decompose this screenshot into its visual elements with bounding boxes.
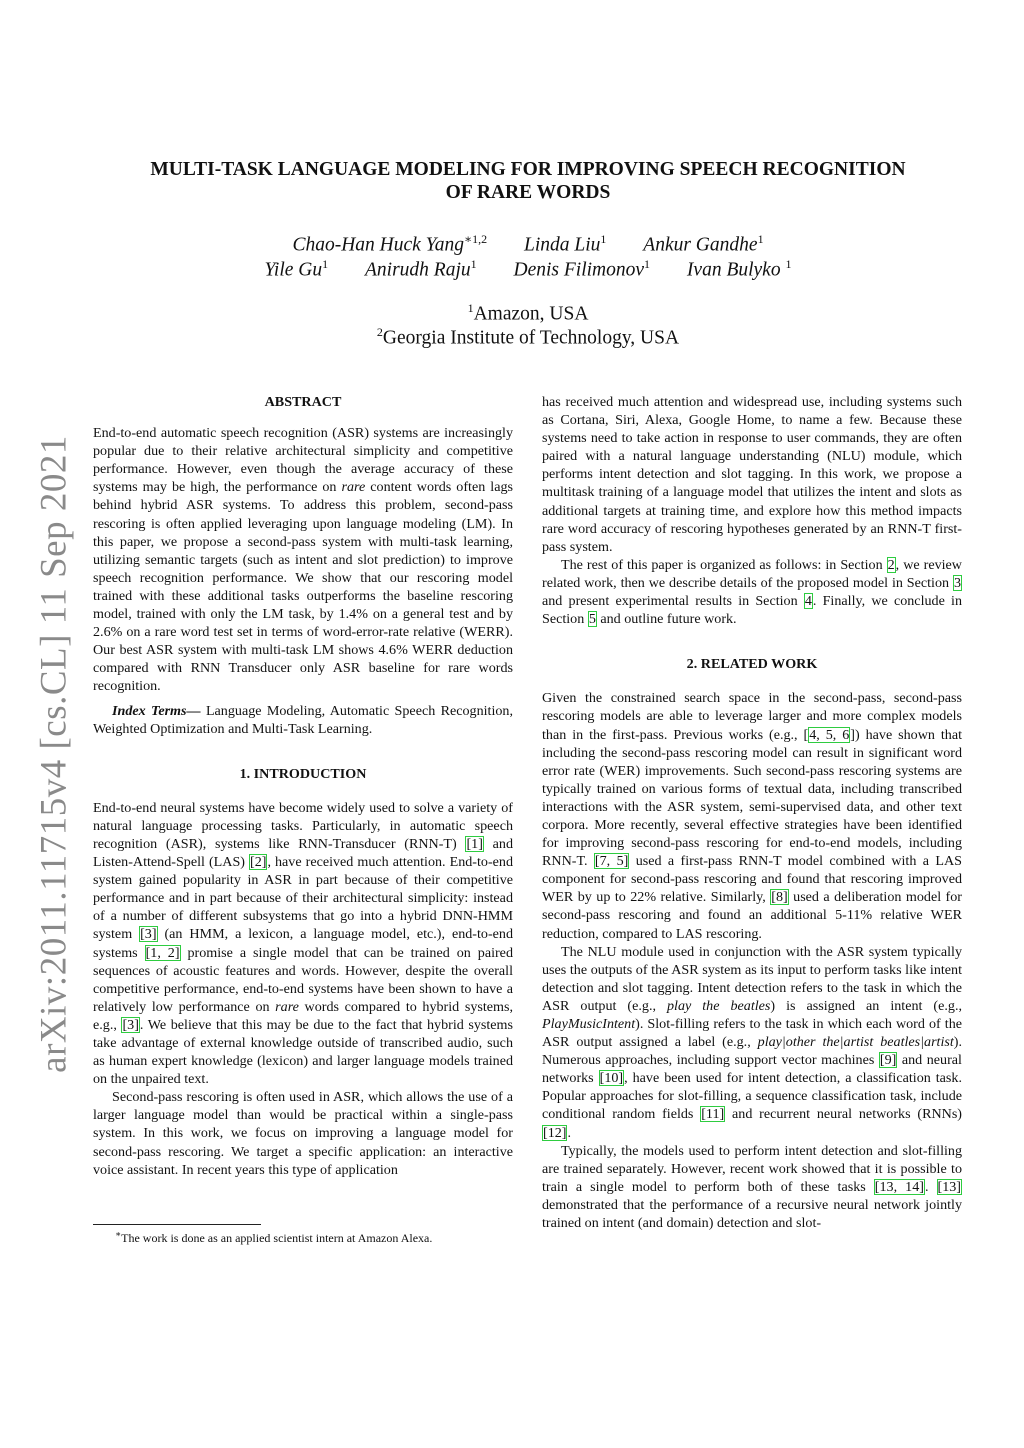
- citation-link[interactable]: [9]: [879, 1052, 897, 1069]
- citation-link[interactable]: 4, 5, 6: [809, 726, 850, 743]
- citation-link[interactable]: [13, 14]: [874, 1178, 924, 1195]
- section-link[interactable]: 2: [887, 556, 895, 573]
- section-link[interactable]: 3: [953, 574, 961, 591]
- citation-link[interactable]: [11]: [701, 1106, 725, 1123]
- author-row-1: [100, 232, 956, 257]
- intro-paragraph-1: End-to-end neural systems have become widely used to solve a variety of natural language processing tasks. Particularly, in automatic speech recognition (ASR), systems like RNN-Transducer (RNN-T) [1] and Listen-Attend-Spell (LAS) [2], have received much attention. End-to-end system gained popularity in ASR in part because of their competitive performance and in part because of their architectural simplicity: instead of a number of different subsystems that go into a hybrid DNN-HMM system [3] (an HMM, a lexicon, a language model, etc.), end-to-end systems [1, 2] promise a single model that can be trained on paired sequences of acoustic features and words. However, despite the overall competitive performance, end-to-end systems have been shown to have a relatively low performance on rare words compared to hybrid systems, e.g., [3]. We believe that this may be due to the fact that hybrid systems take advantage of external knowledge outside of transcribed audio, such as human expert knowledge (lexicon) and larger language models trained on the unpaired text.: [93, 799, 513, 1088]
- intro-paragraph-4: The rest of this paper is organized as follows: in Section 2, we review related work, then we describe details of the proposed model in Section 3 and present experimental results in Section 4. Finally, we conclude in Section 5 and outline future work.: [542, 556, 962, 628]
- citation-link[interactable]: [8]: [771, 889, 788, 906]
- citation-link[interactable]: [3]: [122, 1016, 139, 1033]
- citation-link[interactable]: [10]: [599, 1070, 624, 1087]
- author-row-2: [100, 257, 956, 282]
- paper-title: [100, 158, 956, 204]
- author: Anirudh Raju$^1$: [365, 257, 477, 281]
- citation-link[interactable]: [12]: [543, 1124, 567, 1141]
- affiliation-2: $^2$Georgia Institute of Technology, USA: [376, 325, 680, 349]
- intro-paragraph-3: has received much attention and widespread use, including systems such as Cortana, Siri, Alexa, Google Home, to name a few. Because these systems need to take action in response to user commands, they are often paired with a natural language understanding (NLU) module, which performs intent detection and slot tagging. In this work, we propose a multitask training of a language model that utilizes the intent and slots as additional targets at training time, and explore how this method impacts rare word accuracy of rescoring hypotheses generated by an RNN-T first-pass system.: [542, 394, 962, 555]
- related-paragraph-2: The NLU module used in conjunction with the ASR system typically uses the outputs of the ASR system as its input to perform tasks like intent detection and slot tagging. Intent detection refers to the task in which the ASR output (e.g., play the beatles) is assigned an intent (e.g., PlayMusicIntent). Slot-filling refers to the task in which each word of the ASR output assigned a label (e.g., play|other the|artist beatles|artist). Numerous approaches, including support vector machines [9] and neural networks [10], have been used for intent detection, a classification task. Popular approaches for slot-filling, a sequence classification task, include conditional random fields [11] and recurrent neural networks (RNNs) [12].: [542, 943, 962, 1141]
- citation-link[interactable]: [1, 2]: [145, 944, 180, 961]
- citation-link[interactable]: [1]: [466, 835, 483, 852]
- title-line-2: OF RARE WORDS: [445, 182, 611, 203]
- footnote-rule: [93, 1224, 261, 1225]
- citation-link[interactable]: [2]: [250, 854, 267, 871]
- citation-link[interactable]: [7, 5]: [594, 853, 629, 870]
- left-column: [93, 393, 513, 1179]
- affiliation-1: $^1$Amazon, USA: [467, 301, 589, 325]
- right-column: [542, 393, 962, 1232]
- citation-link[interactable]: [3]: [140, 926, 157, 943]
- introduction-heading: 1. INTRODUCTION: [239, 765, 367, 782]
- author: Ankur Gandhe$^1$: [643, 232, 764, 256]
- related-paragraph-1: Given the constrained search space in the second-pass, second-pass rescoring models are able to leverage larger and more complex models than in the first-pass. Previous works (e.g., [4, 5, 6]) have shown that including the second-pass rescoring model can result in significant word error rate (WER) improvements. Such second-pass rescoring systems are typically trained on various forms of textual data, including transcribed interactions with the ASR system, semi-supervised data, and other text corpora. More recently, several effective strategies have been identified for improving second-pass rescoring for end-to-end models, including RNN-T. [7, 5] used a first-pass RNN-T model combined with a LAS component for second-pass rescoring and found that rescoring improved WER by up to 22% relative. Similarly, [8] used a deliberation model for second-pass rescoring and found an additional 5-11% relative WER reduction, compared to LAS rescoring.: [542, 690, 963, 942]
- arxiv-identifier-text: arXiv:2011.11715v4 [cs.CL] 11 Sep 2021: [33, 435, 75, 1073]
- related-work-heading: 2. RELATED WORK: [686, 656, 818, 673]
- citation-link[interactable]: [13]: [937, 1178, 961, 1195]
- section-link[interactable]: 4: [804, 593, 812, 610]
- title-line-1: MULTI-TASK LANGUAGE MODELING FOR IMPROVING SPEECH RECOGNITION: [150, 159, 906, 180]
- intro-paragraph-2: Second-pass rescoring is often used in ASR, which allows the use of a larger language model than would be practical within a single-pass system. In this work, we focus on improving a language model for second-pass rescoring. We target a specific application: an interactive voice assistant. In recent years this type of application: [93, 1089, 513, 1178]
- author: Yile Gu$^1$: [264, 257, 329, 281]
- index-terms: Index Terms— Language Modeling, Automatic Speech Recognition, Weighted Optimization and Multi-Task Learning.: [93, 702, 513, 737]
- author: Linda Liu$^1$: [524, 232, 607, 256]
- abstract-text: End-to-end automatic speech recognition (ASR) systems are increasingly popular due to their relative architectural simplicity and competitive performance. However, even though the average accuracy of these systems may be high, the performance on rare content words often lags behind hybrid ASR systems. To address this problem, second-pass rescoring is often applied leveraging upon language modeling (LM). In this paper, we propose a second-pass system with multi-task learning, utilizing semantic targets (such as intent and slot prediction) to improve speech recognition performance. We show that our rescoring model trained with these additional tasks outperforms the baseline rescoring model, trained with only the LM task, by 1.4% on a general test and by 2.6% on a rare word test set in terms of word-error-rate relative (WERR). Our best ASR system with multi-task LM shows 4.6% WERR deduction compared with RNN Transducer only ASR baseline for rare words recognition.: [93, 425, 513, 695]
- section-link[interactable]: 5: [588, 611, 596, 628]
- related-paragraph-3: Typically, the models used to perform intent detection and slot-filling are trained separately. However, recent work showed that it is possible to train a single model to perform both of these tasks [13, 14]. [13] demonstrated that the performance of a recursive neural network jointly trained on intent (and domain) detection and slot-: [542, 1142, 962, 1232]
- author: Denis Filimonov$^1$: [513, 257, 651, 281]
- abstract-heading: ABSTRACT: [264, 394, 342, 410]
- footnote: ∗The work is done as an applied scientist intern at Amazon Alexa.: [115, 1229, 433, 1245]
- author: Ivan Bulyko $^1$: [686, 257, 792, 281]
- author: Chao-Han Huck Yang$^{∗1,2}$: [292, 232, 488, 256]
